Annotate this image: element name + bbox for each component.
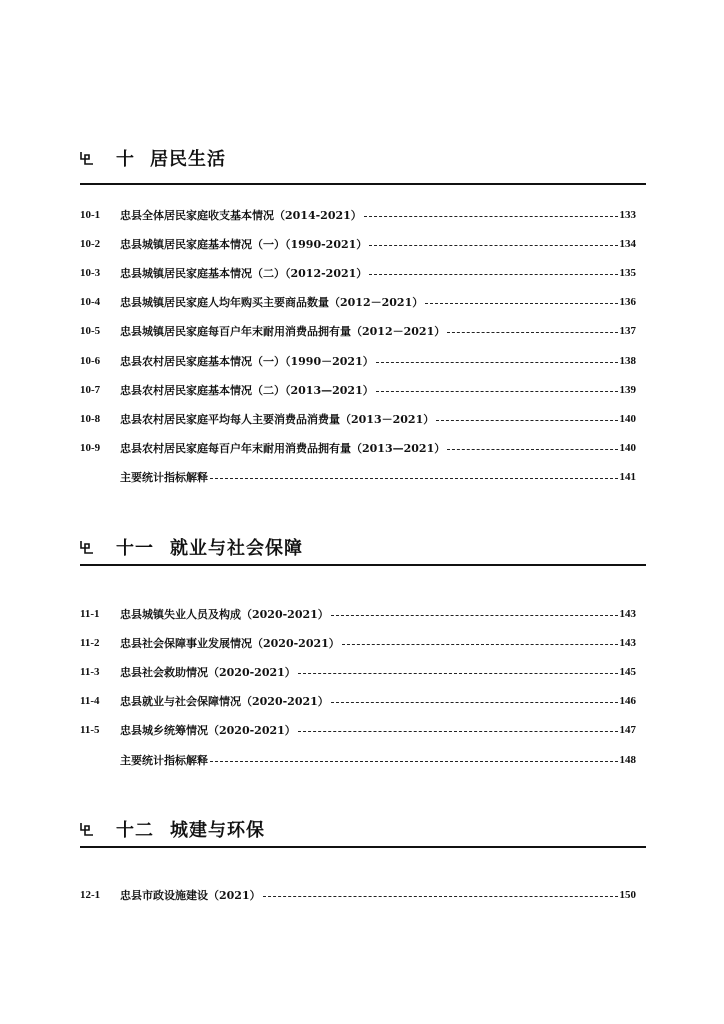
toc-page: 137 <box>619 325 636 338</box>
toc-title: 忠县全体居民家庭收支基本情况（2014-2021） <box>120 208 362 222</box>
toc-page: 146 <box>619 695 636 708</box>
toc-code: 11-1 <box>80 607 100 620</box>
toc-entry[interactable] <box>80 229 636 258</box>
toc-leader <box>298 730 618 732</box>
toc-page: 145 <box>619 665 636 678</box>
toc-title: 忠县城镇居民家庭基本情况（一）（1990-2021） <box>120 237 368 251</box>
toc-leader <box>369 273 617 275</box>
section-10 <box>80 145 646 485</box>
toc-title: 忠县农村居民家庭基本情况（二）（2013—2021） <box>120 383 374 397</box>
section-bullet-icon <box>80 822 94 836</box>
toc-entry[interactable] <box>80 258 636 287</box>
section-rule <box>80 183 646 185</box>
toc-entry[interactable] <box>80 463 636 492</box>
toc-code: 11-5 <box>80 724 100 737</box>
toc-leader <box>447 331 617 333</box>
toc-list <box>80 599 636 774</box>
toc-page: 134 <box>619 237 636 250</box>
toc-title: 忠县农村居民家庭基本情况（一）（1990－2021） <box>120 354 374 368</box>
toc-leader <box>376 390 618 392</box>
toc-page: 143 <box>619 636 636 649</box>
section-11 <box>80 534 646 767</box>
toc-title: 忠县城乡统筹情况（2020-2021） <box>120 724 296 738</box>
toc-code: 10-2 <box>80 237 101 250</box>
toc-leader <box>364 215 618 217</box>
section-header <box>80 534 646 564</box>
toc-code: 11-3 <box>80 665 100 678</box>
toc-code: 10-1 <box>80 208 101 221</box>
toc-leader <box>331 701 618 703</box>
toc-page: 138 <box>619 354 636 367</box>
section-title: 就业与社会保障 <box>170 538 303 559</box>
section-12 <box>80 816 646 902</box>
toc-entry[interactable] <box>80 880 636 909</box>
section-number: 十二 <box>116 820 154 841</box>
toc-leader <box>210 760 618 762</box>
toc-leader <box>376 361 618 363</box>
section-rule <box>80 846 646 848</box>
toc-page: 135 <box>619 266 636 279</box>
toc-entry[interactable] <box>80 657 636 686</box>
toc-page: 150 <box>619 888 636 901</box>
section-rule <box>80 564 646 566</box>
toc-page: 147 <box>619 724 636 737</box>
toc-page: 133 <box>619 208 636 221</box>
toc-page: 141 <box>619 471 636 484</box>
toc-code: 11-4 <box>80 695 100 708</box>
toc-entry[interactable] <box>80 404 636 433</box>
toc-leader <box>263 895 618 897</box>
toc-title: 忠县就业与社会保障情况（2020-2021） <box>120 695 329 709</box>
section-bullet-icon <box>80 540 94 554</box>
toc-code: 10-3 <box>80 266 101 279</box>
toc-code: 10-7 <box>80 383 101 396</box>
toc-entry[interactable] <box>80 375 636 404</box>
toc-title: 忠县农村居民家庭平均每人主要消费品消费量（2013－2021） <box>120 412 435 426</box>
toc-leader <box>298 672 618 674</box>
toc-title: 忠县市政设施建设（2021） <box>120 888 261 902</box>
toc-entry[interactable] <box>80 346 636 375</box>
toc-page: 140 <box>619 442 636 455</box>
toc-entry[interactable] <box>80 687 636 716</box>
toc-code: 10-8 <box>80 412 101 425</box>
toc-code: 10-4 <box>80 296 101 309</box>
toc-code: 12-1 <box>80 888 101 901</box>
section-title: 城建与环保 <box>170 820 265 841</box>
toc-entry[interactable] <box>80 288 636 317</box>
toc-page: 139 <box>619 383 636 396</box>
toc-title: 忠县城镇居民家庭人均年购买主要商品数量（2012－2021） <box>120 296 424 310</box>
toc-list <box>80 200 636 492</box>
toc-entry[interactable] <box>80 200 636 229</box>
toc-title: 忠县城镇失业人员及构成（2020-2021） <box>120 607 329 621</box>
toc-code: 10-6 <box>80 354 101 367</box>
toc-leader <box>342 643 618 645</box>
toc-title: 主要统计指标解释 <box>120 471 208 485</box>
toc-code: 10-9 <box>80 442 101 455</box>
toc-leader <box>436 419 617 421</box>
toc-entry[interactable] <box>80 434 636 463</box>
toc-title: 忠县城镇居民家庭每百户年末耐用消费品拥有量（2012－2021） <box>120 325 446 339</box>
section-header <box>80 816 646 846</box>
toc-entry[interactable] <box>80 716 636 745</box>
toc-title: 忠县社会救助情况（2020-2021） <box>120 665 296 679</box>
section-bullet-icon <box>80 151 94 165</box>
toc-code: 10-5 <box>80 325 101 338</box>
toc-entry[interactable] <box>80 745 636 774</box>
toc-entry[interactable] <box>80 599 636 628</box>
toc-entry[interactable] <box>80 628 636 657</box>
section-title: 居民生活 <box>150 149 226 170</box>
toc-leader <box>369 244 617 246</box>
section-number: 十 <box>116 149 135 170</box>
section-header <box>80 145 646 175</box>
toc-entry[interactable] <box>80 317 636 346</box>
toc-title: 忠县农村居民家庭每百户年末耐用消费品拥有量（2013—2021） <box>120 442 446 456</box>
toc-page: 148 <box>619 753 636 766</box>
toc-leader <box>425 302 617 304</box>
toc-leader <box>447 448 617 450</box>
toc-leader <box>210 477 618 479</box>
toc-title: 忠县城镇居民家庭基本情况（二）（2012-2021） <box>120 266 368 280</box>
toc-page: 143 <box>619 607 636 620</box>
section-number: 十一 <box>116 538 154 559</box>
toc-code: 11-2 <box>80 636 100 649</box>
toc-leader <box>331 614 618 616</box>
toc-title: 主要统计指标解释 <box>120 753 208 767</box>
toc-page: 140 <box>619 412 636 425</box>
toc-page: 136 <box>619 296 636 309</box>
toc-title: 忠县社会保障事业发展情况（2020-2021） <box>120 636 340 650</box>
toc-list <box>80 880 636 909</box>
